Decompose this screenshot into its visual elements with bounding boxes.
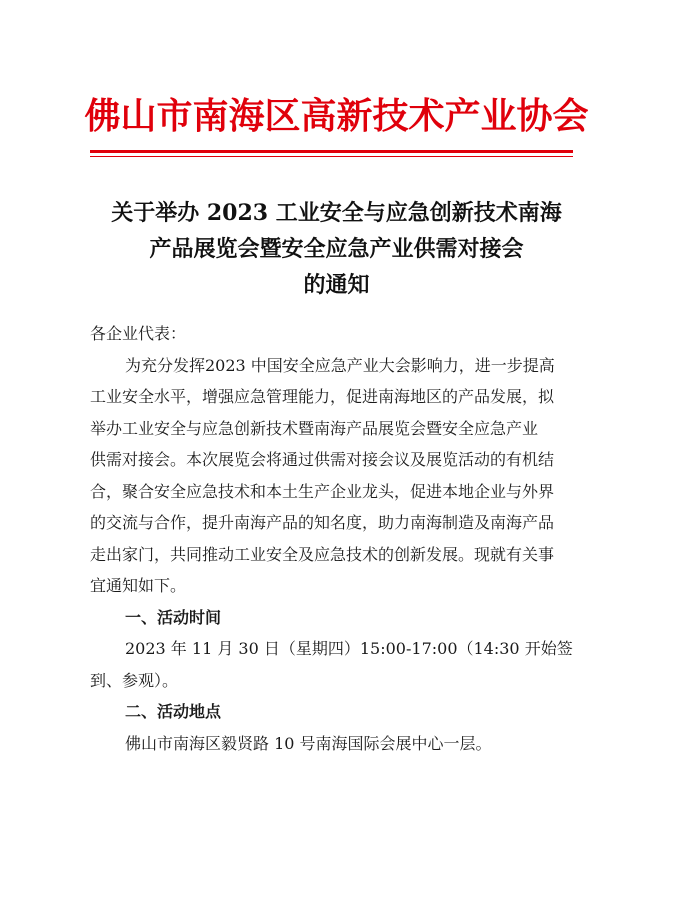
section-time-content	[90, 633, 590, 696]
paragraph-intro	[90, 350, 590, 602]
section-heading-time: 一、活动时间	[125, 607, 222, 627]
title-line-2: 产品展览会暨安全应急产业供需对接会	[149, 236, 524, 262]
paragraph-line: 供需对接会。本次展览会将通过供需对接会议及展览活动的有机结	[90, 450, 555, 469]
paragraph-line: 宜通知如下。	[90, 576, 187, 595]
paragraph-line: 佛山市南海区毅贤路 10 号南海国际会展中心一层。	[125, 733, 492, 753]
salutation: 各企业代表：	[90, 324, 187, 343]
title-line-1: 关于举办 2023 工业安全与应急创新技术南海	[111, 200, 562, 226]
paragraph-line: 为充分发挥2023 中国安全应急产业大会影响力，进一步提高	[125, 355, 555, 375]
paragraph-line: 到、参观）。	[90, 670, 179, 690]
paragraph-line: 的交流与合作，提升南海产品的知名度，助力南海制造及南海产品	[90, 513, 555, 532]
paragraph-line: 举办工业安全与应急创新技术暨南海产品展览会暨安全应急产业	[90, 418, 539, 438]
title-line-3: 的通知	[303, 272, 370, 298]
document-title	[0, 195, 673, 303]
section-heading-location: 二、活动地点	[125, 702, 222, 721]
paragraph-line: 合，聚合安全应急技术和本土生产企业龙头，促进本地企业与外界	[90, 481, 555, 501]
paragraph-line: 2023 年 11 月 30 日（星期四）15:00-17:00（14:30 开始签	[125, 639, 573, 658]
organization-letterhead: 佛山市南海区高新技术产业协会	[84, 95, 589, 137]
paragraph-line: 工业安全水平，增强应急管理能力，促进南海地区的产品发展，拟	[90, 387, 555, 406]
paragraph-line: 走出家门，共同推动工业安全及应急技术的创新发展。现就有关事	[90, 544, 555, 564]
red-rule-thin	[90, 156, 573, 157]
section-location-content	[90, 728, 590, 760]
letterhead-red-rule	[90, 150, 573, 157]
document-body	[90, 318, 590, 759]
